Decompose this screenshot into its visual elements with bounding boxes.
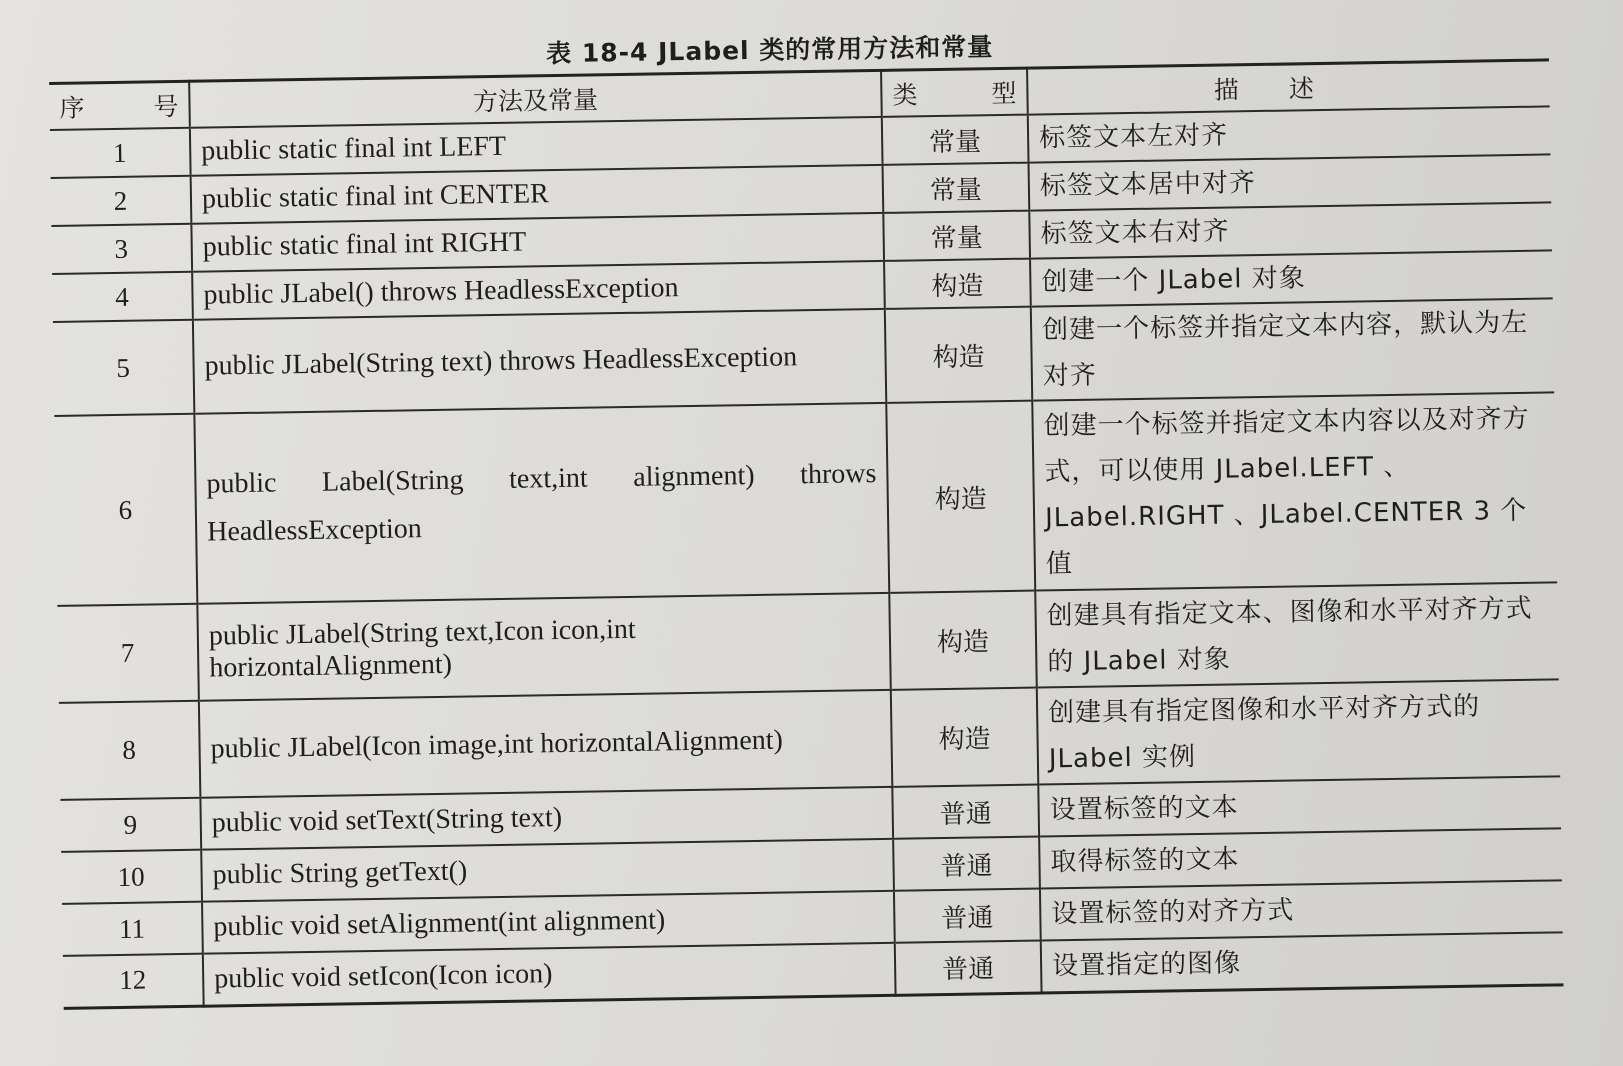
row-method: public void setAlignment(int alignment)	[202, 891, 895, 954]
row-no: 9	[60, 798, 201, 852]
row-no: 6	[54, 414, 197, 606]
row-type: 普通	[893, 837, 1040, 891]
row-method: public void setText(String text)	[200, 787, 893, 850]
row-type: 构造	[889, 591, 1037, 690]
row-method: public Label(String text,int alignment) throws HeadlessException	[194, 403, 889, 604]
row-type: 常量	[883, 163, 1030, 213]
row-type: 构造	[891, 688, 1039, 787]
row-desc: 标签文本居中对齐	[1029, 154, 1552, 210]
row-desc: 标签文本左对齐	[1028, 106, 1551, 162]
header-no: 序号	[49, 81, 190, 130]
row-type: 普通	[895, 941, 1042, 995]
row-method: public void setIcon(Icon icon)	[203, 943, 896, 1006]
row-method: public JLabel(Icon image,int horizontalAlignment)	[199, 690, 892, 798]
row-no: 12	[63, 954, 204, 1008]
row-no: 1	[50, 128, 191, 178]
book-page	[48, 0, 1623, 1009]
row-method: public static final int LEFT	[190, 117, 883, 176]
row-no: 8	[59, 701, 201, 800]
row-method: public JLabel(String text,Icon icon,int horizontalAlignment)	[197, 593, 890, 701]
row-type: 普通	[892, 785, 1039, 839]
row-type: 常量	[883, 211, 1030, 261]
row-desc: 创建一个 JLabel 对象	[1030, 250, 1553, 306]
row-desc: 创建一个标签并指定文本内容以及对齐方式，可以使用 JLabel.LEFT 、JLabel.RIGHT 、JLabel.CENTER 3 个值	[1032, 392, 1557, 590]
row-desc: 创建具有指定文本、图像和水平对齐方式的 JLabel 对象	[1035, 582, 1558, 687]
row-no: 3	[51, 224, 192, 274]
row-type: 普通	[894, 889, 1041, 943]
row-no: 7	[57, 604, 199, 703]
header-type: 类型	[881, 68, 1028, 117]
row-method: public static final int CENTER	[191, 165, 884, 224]
row-type: 构造	[885, 307, 1032, 403]
row-desc: 设置标签的对齐方式	[1040, 880, 1563, 940]
row-type: 常量	[882, 115, 1029, 165]
header-method: 方法及常量	[189, 70, 882, 127]
row-method: public JLabel(String text) throws HeadlessException	[193, 309, 886, 414]
jlabel-methods-table	[49, 58, 1563, 1009]
row-desc: 标签文本右对齐	[1029, 202, 1552, 258]
row-no: 5	[53, 320, 194, 416]
table-row	[54, 392, 1557, 606]
row-no: 4	[52, 272, 193, 322]
row-type: 构造	[886, 401, 1035, 593]
row-desc: 创建一个标签并指定文本内容，默认为左对齐	[1031, 298, 1554, 400]
row-desc: 创建具有指定图像和水平对齐方式的 JLabel 实例	[1037, 679, 1560, 784]
row-type: 构造	[884, 259, 1031, 309]
table-caption: 表 18-4 JLabel 类的常用方法和常量	[545, 32, 994, 69]
row-no: 10	[61, 850, 202, 904]
row-method: public JLabel() throws HeadlessException	[192, 261, 885, 320]
row-no: 2	[51, 176, 192, 226]
row-desc: 设置指定的图像	[1041, 932, 1564, 992]
row-method: public static final int RIGHT	[191, 213, 884, 272]
row-no: 11	[62, 902, 203, 956]
row-desc: 设置标签的文本	[1038, 776, 1561, 836]
row-method: public String getText()	[201, 839, 894, 902]
header-desc: 描述	[1027, 60, 1550, 115]
row-desc: 取得标签的文本	[1039, 828, 1562, 888]
